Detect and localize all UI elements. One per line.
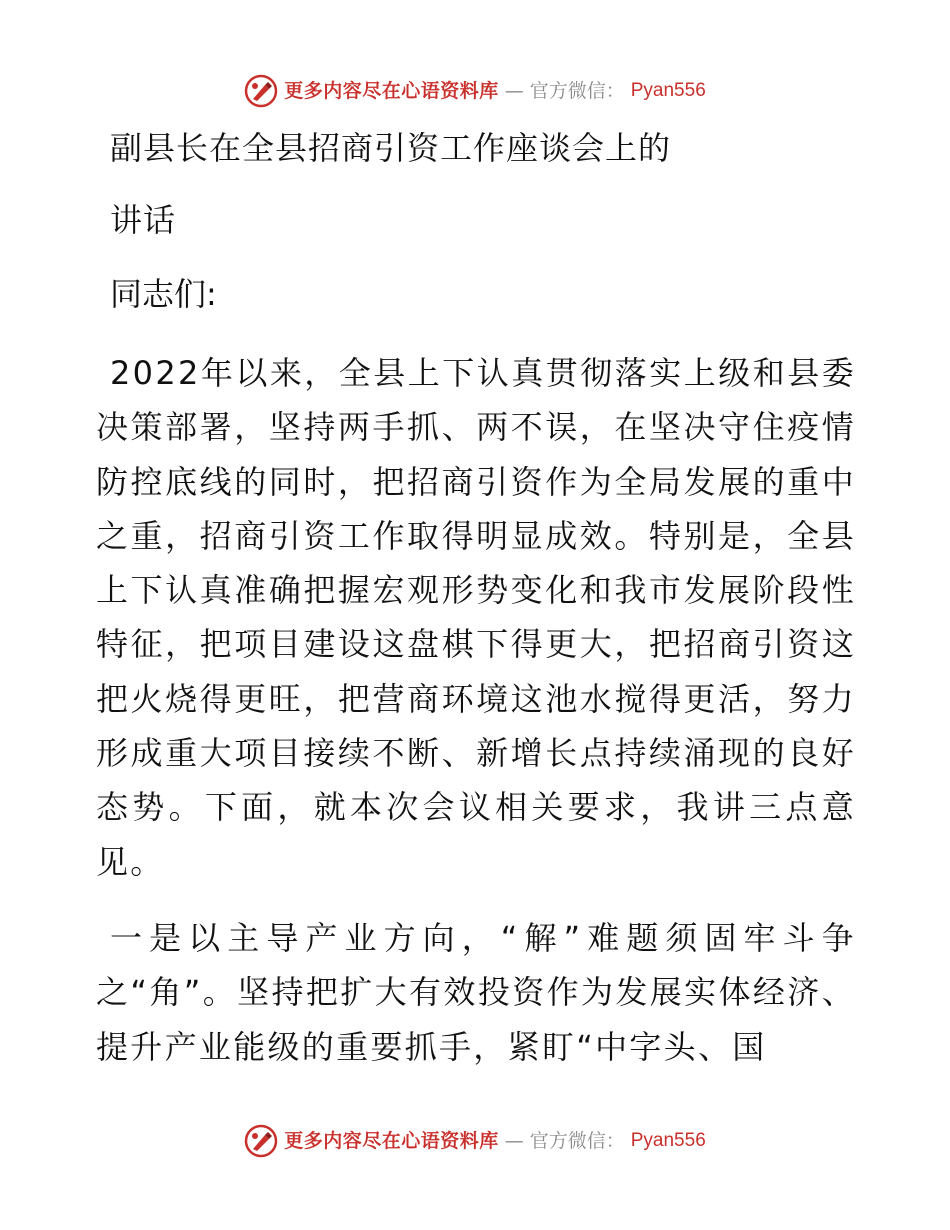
document-greeting: 同志们:: [110, 275, 217, 313]
document-body: [96, 128, 856, 1074]
watermark-wechat-label: 官方微信：: [529, 80, 625, 102]
paragraph-text: 2022年以来，全县上下认真贯彻落实上级和县委决策部署，坚持两手抓、两不误，在坚决守住疫情防控底线的同时，把招商引资作为全局发展的重中之重，招商引资工作取得明显成效。特别是，全县上下认真准确把握宏观形势变化和我市发展阶段性特征，把项目建设这盘棋下得更大，把招商引资这把火烧得更旺，把营商环境这池水搅得更活，努力形成重大项目接续不断、新增长点持续涌现的良好态势。下面，就本次会议相关要求，我讲三点意见。: [96, 354, 856, 881]
document-paragraph: [96, 911, 856, 1074]
watermark-separator: —: [504, 80, 524, 102]
pen-logo-icon: [244, 74, 278, 108]
paragraph-text: 一是以主导产业方向，“解”难题须固牢斗争之“角”。坚持把扩大有效投资作为发展实体经济、提升产业能级的重要抓手，紧盯“中字头、国: [96, 918, 856, 1066]
watermark-wechat-label: 官方微信：: [529, 1130, 625, 1152]
pen-logo-icon: [244, 1124, 278, 1158]
watermark-brand-text: 更多内容尽在心语资料库: [284, 80, 499, 102]
watermark-footer: [0, 1124, 950, 1158]
watermark-brand-text: 更多内容尽在心语资料库: [284, 1130, 499, 1152]
watermark-separator: —: [504, 1130, 524, 1152]
watermark-wechat-id: Pyan556: [630, 80, 706, 101]
watermark-header: [0, 74, 950, 108]
watermark-wechat-id: Pyan556: [630, 1130, 706, 1151]
document-paragraph: [96, 346, 856, 889]
document-title-line1: 副县长在全县招商引资工作座谈会上的: [110, 129, 672, 167]
document-title-line2: 讲话: [110, 201, 177, 239]
